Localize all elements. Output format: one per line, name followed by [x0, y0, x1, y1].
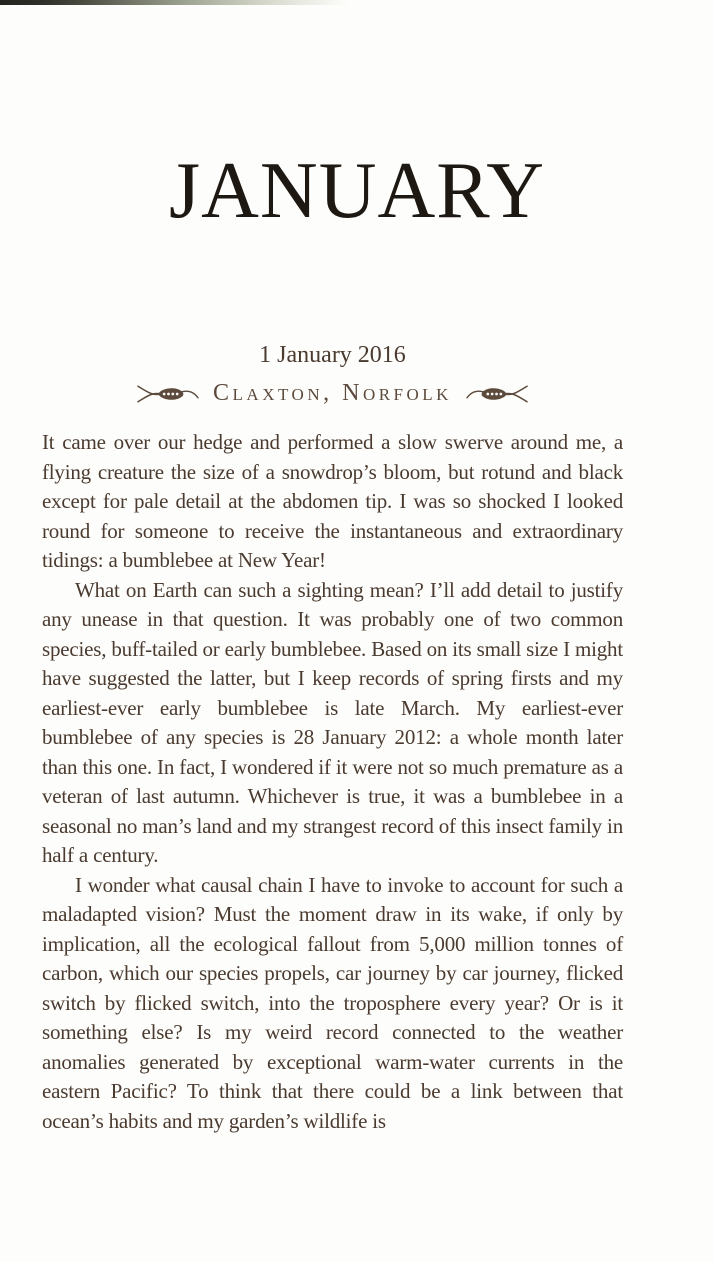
entry-date: 1 January 2016: [259, 342, 406, 368]
page-edge-artifact: [0, 0, 348, 5]
paragraph: It came over our hedge and performed a slow swerve around me, a flying creature the size of a snowdrop’s bloom, but rotund and black except for pale detail at the abdomen tip. I was so shocked I looked round for someone to receive the instantaneous and extraordinary tidings: a bumblebee at New Year!: [42, 430, 623, 572]
fish-ornament-left-icon: [137, 383, 199, 405]
entry-body: [42, 428, 623, 1136]
paragraph: I wonder what causal chain I have to invoke to account for such a maladapted vision? Must the moment draw in its wake, if only by implication, all the ecological fallout from 5,000 million tonnes of carbon, which our species propels, car journey by car journey, flicked switch by flicked switch, into the troposphere every year? Or is it something else? Is my weird record connected to the weather anomalies generated by exceptional warm-water currents in the eastern Pacific? To think that there could be a link between that ocean’s habits and my garden’s wildlife is: [42, 872, 623, 1133]
entry-location: Claxton, Norfolk: [213, 380, 452, 406]
paragraph: What on Earth can such a sighting mean? I’ll add detail to justify any unease in that question. It was probably one of two common species, buff-tailed or early bumblebee. Based on its small size I might have suggested the latter, but I keep records of spring firsts and my earliest-ever early bumblebee is late March. My earliest-ever bumblebee of any species is 28 January 2012: a whole month later than this one. In fact, I wondered if it were not so much premature as a veteran of last autumn. Whichever is true, it was a bumblebee in a seasonal no man’s land and my strangest record of this insect family in half a century.: [42, 577, 623, 867]
chapter-title: JANUARY: [169, 147, 545, 235]
entry-location-row: [42, 380, 623, 407]
fish-ornament-right-icon: [466, 383, 528, 405]
